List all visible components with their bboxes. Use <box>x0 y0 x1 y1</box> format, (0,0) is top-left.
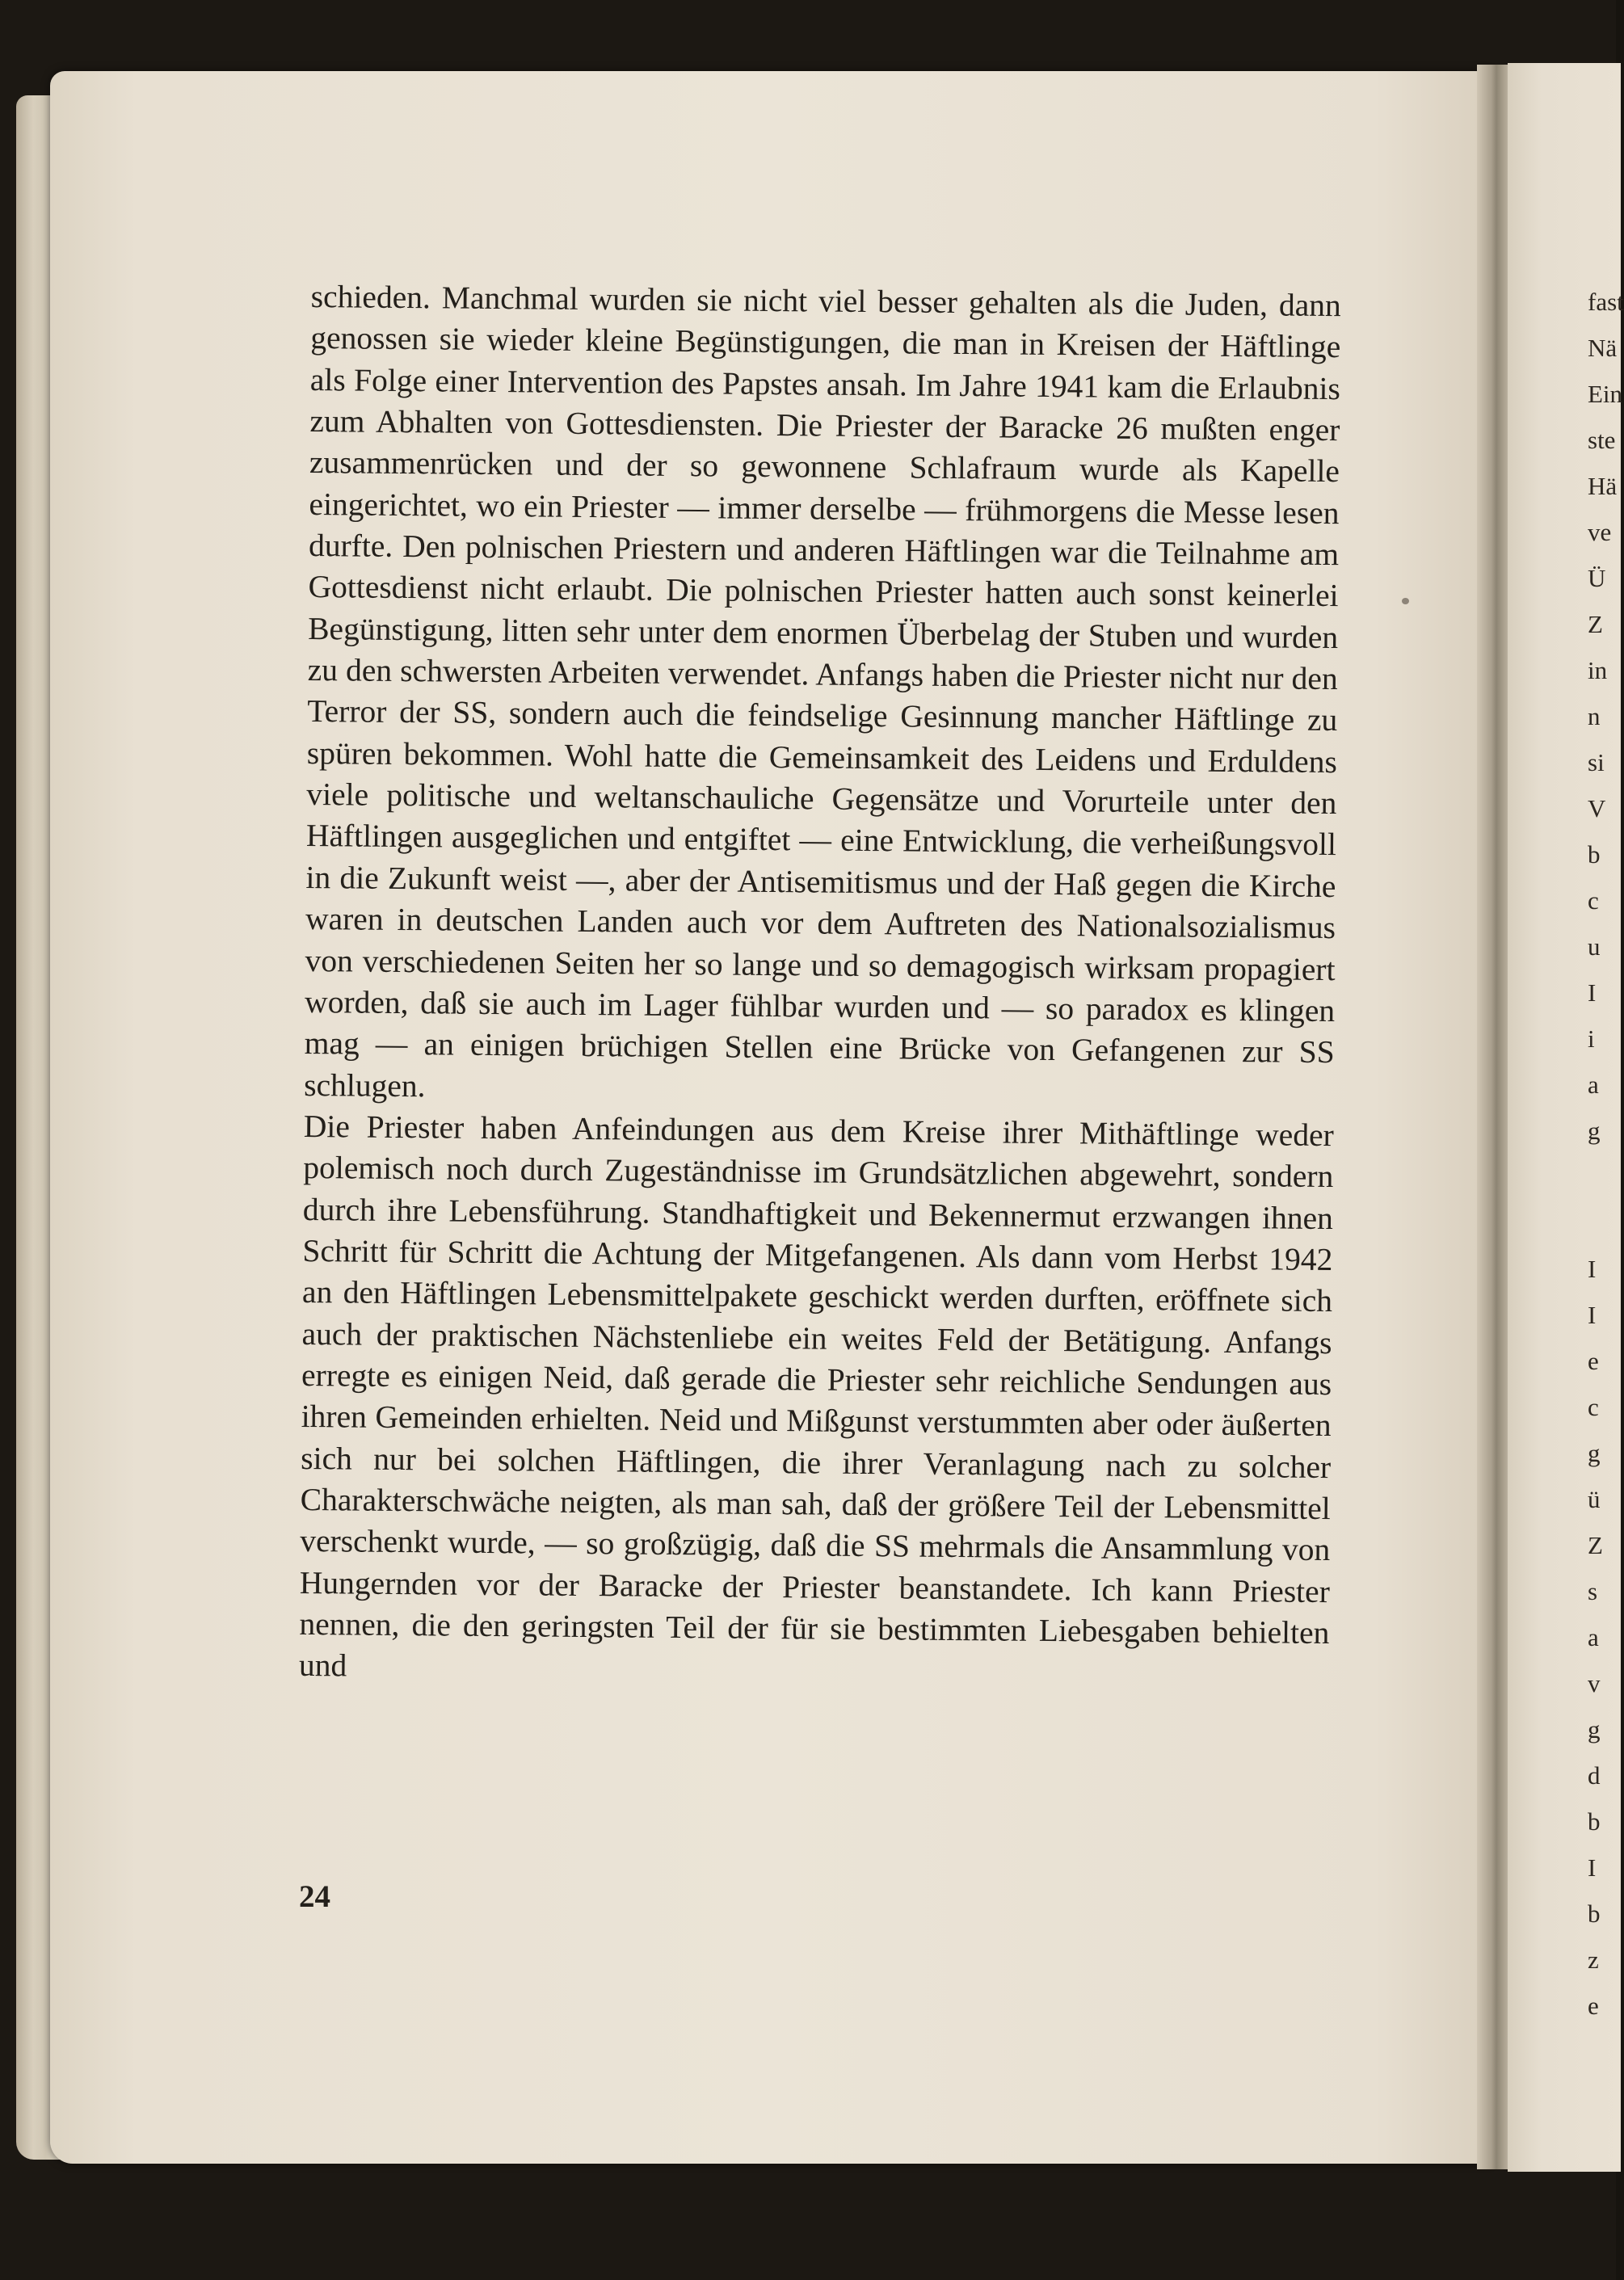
edge-line: fast <box>1588 288 1624 316</box>
edge-line: Z <box>1588 1531 1603 1559</box>
edge-line: I <box>1588 1255 1597 1283</box>
edge-line: Z <box>1588 610 1603 638</box>
body-text <box>299 276 1341 1696</box>
edge-line: V <box>1588 794 1606 822</box>
paragraph: schieden. Manchmal wurden sie nicht viel besser gehalten als die Juden, dann genossen sie wieder kleine Begünstigungen, die man in Kreisen der Häftlinge als Folge einer Intervention des Papstes ansah. Im Jahre 1941 kam die Erlaubnis zum Abhalten von Gottesdiensten. Die Priester der Baracke 26 mußten enger zusammenrücken und der so gewonnene Schlafraum wurde als Kapelle eingerichtet, wo ein Priester — immer derselbe — frühmorgens die Messe lesen durfte. Den polnischen Priestern und anderen Häftlingen war die Teilnahme am Gottesdienst nicht erlaubt. Die polnischen Priester hatten auch sonst keinerlei Begünstigung, litten sehr unter dem enormen Überbelag der Stuben und wurden zu den schwersten Arbeiten verwendet. Anfangs haben die Priester nicht nur den Terror der SS, sondern auch die feindselige Gesinnung mancher Häftlinge zu spüren bekommen. Wohl hatte die Gemeinsamkeit des Leidens und Erduldens viele politische und weltanschauliche Gegensätze und Vorurteile unter den Häftlingen ausgeglichen und entgiftet — eine Entwicklung, die verheißungsvoll in die Zukunft weist —, aber der Antisemitismus und der Haß gegen die Kirche waren in deutschen Landen auch vor dem Auftreten des Nationalsozialismus von verschiedenen Seiten her so lange und so demagogisch wirksam propagiert worden, daß sie auch im Lager fühlbar wurden und — so paradox es klingen mag — an einigen brüchigen Stellen eine Brücke von Gefangenen zur SS schlugen. <box>304 278 1341 1104</box>
page-number: 24 <box>299 1879 330 1914</box>
edge-line: g <box>1588 1715 1601 1744</box>
edge-line: ste <box>1588 426 1616 454</box>
edge-line: b <box>1588 1899 1601 1928</box>
edge-line: ve <box>1588 518 1612 546</box>
edge-line: g <box>1588 1439 1601 1467</box>
edge-line: Ü <box>1588 564 1606 592</box>
edge-line: c <box>1588 886 1599 915</box>
edge-line: v <box>1588 1669 1601 1697</box>
edge-line: Nä <box>1588 334 1618 362</box>
edge-line: si <box>1588 748 1605 776</box>
edge-line: Hä <box>1588 472 1618 500</box>
edge-line: b <box>1588 840 1601 869</box>
edge-line: e <box>1588 1992 1599 2020</box>
edge-line <box>1588 1200 1616 1246</box>
paragraph: Die Priester haben Anfeindungen aus dem Kreise ihrer Mithäftlinge weder polemisch noch durch Zugeständnisse im Grundsätzlichen abgewehrt, sondern durch ihre Lebensführung. Standhaftigkeit und Bekennermut erzwangen ihnen Schritt für Schritt die Achtung der Mitgefangenen. Als dann vom Herbst 1942 an den Häftlingen Lebensmittelpakete geschickt werden durften, eröffnete sich auch der praktischen Nächstenliebe ein weites Feld der Betätigung. Anfangs erregte es einigen Neid, daß gerade die Priester sehr reichliche Sendungen aus ihren Gemeinden erhielten. Neid und Mißgunst verstummten aber oder äußerten sich nur bei solchen Häftlingen, die ihrer Veranlagung nach zu solcher Charakterschwäche neigten, als man sah, daß der größere Teil der Lebensmittel verschenkt wurde, — so großzügig, daß die SS mehrmals die Ansammlung von Hungernden vor der Baracke der Priester beanstandete. Ich kann Priester nennen, die den geringsten Teil der für sie bestimmten Liebesgaben behielten und <box>298 1108 1334 1684</box>
edge-line: s <box>1588 1577 1598 1605</box>
edge-line: a <box>1588 1623 1599 1651</box>
next-page-text-edge <box>1588 279 1624 2029</box>
edge-line: in <box>1588 656 1608 684</box>
edge-line: I <box>1588 978 1597 1007</box>
edge-line: g <box>1588 1117 1601 1145</box>
edge-line: I <box>1588 1301 1597 1329</box>
edge-line: i <box>1588 1024 1595 1053</box>
edge-line: z <box>1588 1946 1599 1974</box>
edge-line: u <box>1588 932 1601 961</box>
ink-speck <box>1402 598 1409 604</box>
book-gutter <box>1477 65 1509 2169</box>
edge-line: b <box>1588 1807 1601 1836</box>
edge-line: I <box>1588 1853 1597 1882</box>
edge-line: c <box>1588 1393 1599 1421</box>
edge-line: a <box>1588 1071 1599 1099</box>
edge-line: d <box>1588 1761 1601 1790</box>
edge-line: n <box>1588 702 1601 730</box>
edge-line: Ein <box>1588 380 1623 408</box>
edge-line: e <box>1588 1347 1599 1375</box>
edge-line <box>1588 1154 1616 1200</box>
edge-line: ü <box>1588 1485 1601 1513</box>
